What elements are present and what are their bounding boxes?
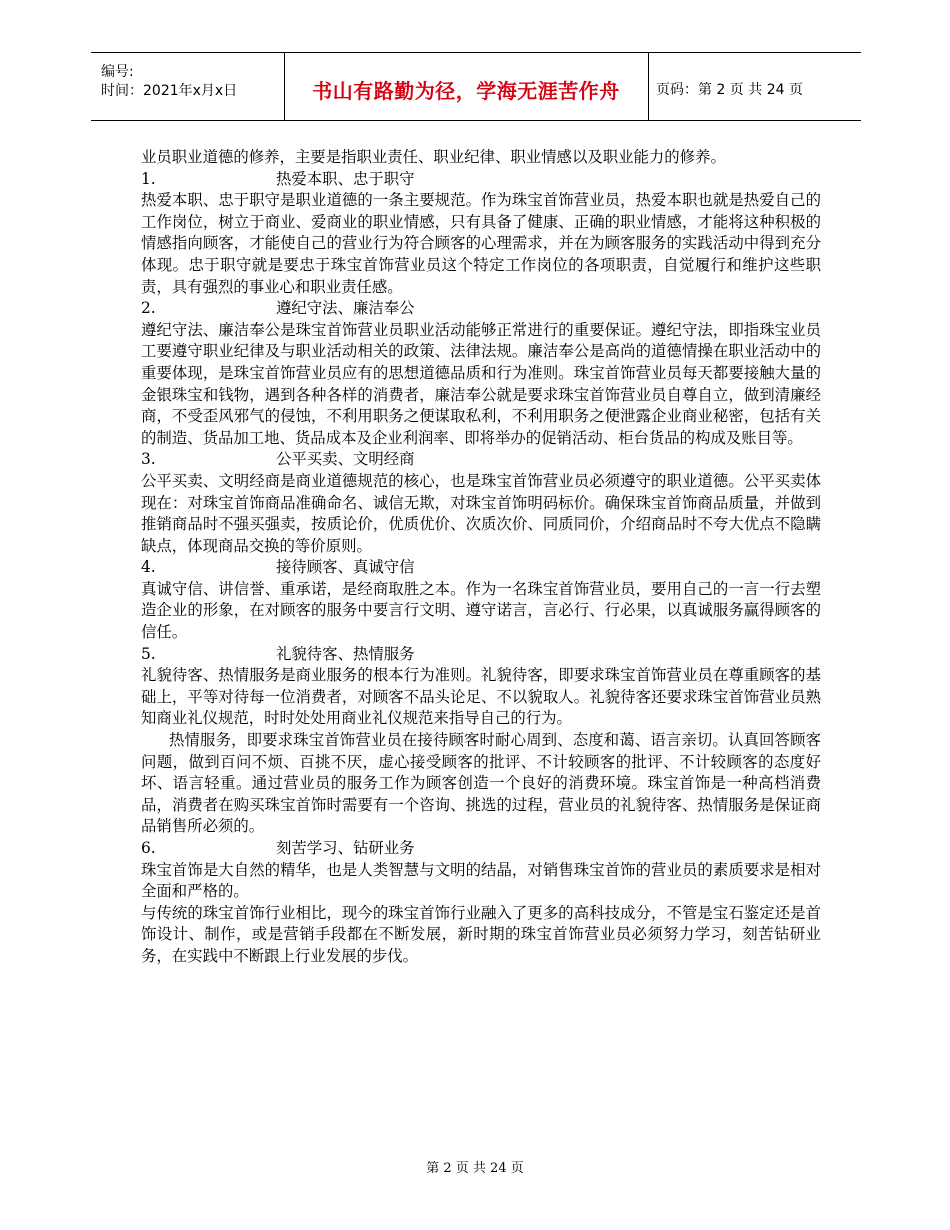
section-heading-5 [141, 644, 821, 666]
section-number: 2. [141, 299, 156, 318]
section-heading-2 [141, 298, 821, 320]
section-number: 6. [141, 839, 156, 857]
document-number-label: 编号: [101, 64, 134, 80]
section-6-paragraph-2: 与传统的珠宝首饰行业相比，现今的珠宝首饰行业融入了更多的高科技成分，不管是宝石鉴定还是首饰设计、制作，或是营销手段都在不断发展，新时期的珠宝首饰营业员必须努力学习，刻苦钻研业务，在实践中不断跟上行业发展的步伐。 [141, 903, 821, 965]
section-number: 3. [141, 450, 156, 469]
header-page-cell [648, 53, 861, 120]
section-heading-6 [141, 838, 821, 860]
header-page-info: 页码：第 2 页 共 24 页 [656, 82, 803, 98]
section-heading-3 [141, 449, 821, 471]
section-title: 热爱本职、忠于职守 [276, 169, 415, 188]
section-4-paragraph: 真诚守信、讲信誉、重承诺，是经商取胜之本。作为一名珠宝首饰营业员，要用自己的一言一行去塑造企业的形象，在对顾客的服务中要言行文明、遵守诺言，言必行、行必果，以真诚服务赢得顾客的信任。 [141, 579, 821, 642]
section-title: 礼貌待客、热情服务 [276, 644, 415, 663]
intro-paragraph: 业员职业道德的修养，主要是指职业责任、职业纪律、职业情感以及职业能力的修养。 [141, 148, 726, 166]
section-heading-4 [141, 557, 821, 579]
section-5-paragraph-2: 热情服务，即要求珠宝首饰营业员在接待顾客时耐心周到、态度和蔼、语言亲切。认真回答顾客问题，做到百问不烦、百挑不厌，虚心接受顾客的批评、不计较顾客的批评、不计较顾客的态度好坏、语言轻重。通过营业员的服务工作为顾客创造一个良好的消费环境。珠宝首饰是一种高档消费品，消费者在购买珠宝首饰时需要有一个咨询、挑选的过程，营业员的礼貌待客、热情服务是保证商品销售所必须的。 [141, 731, 821, 836]
section-3-paragraph: 公平买卖、文明经商是商业道德规范的核心，也是珠宝首饰营业员必须遵守的职业道德。公平买卖体现在：对珠宝首饰商品准确命名、诚信无欺，对珠宝首饰明码标价。确保珠宝首饰商品质量，并做到推销商品时不强买强卖，按质论价，优质优价、次质次价、同质同价，介绍商品时不夸大优点不隐瞒缺点，体现商品交换的等价原则。 [141, 471, 821, 555]
page-footer: 第 2 页 共 24 页 [426, 1161, 524, 1176]
section-heading-1 [141, 169, 821, 191]
header-motto: 书山有路勤为径，学海无涯苦作舟 [312, 79, 620, 103]
header-meta-cell [91, 53, 285, 120]
section-number: 5. [141, 644, 156, 663]
section-2-paragraph: 遵纪守法、廉洁奉公是珠宝首饰营业员职业活动能够正常进行的重要保证。遵纪守法，即指珠宝业员工要遵守职业纪律及与职业活动相关的政策、法律法规。廉洁奉公是高尚的道德情操在职业活动中的重要体现，是珠宝首饰营业员应有的思想道德品质和行为准则。珠宝首饰营业员每天都要接触大量的金银珠宝和钱物，遇到各种各样的消费者，廉洁奉公就是要求珠宝首饰营业员自尊自立，做到清廉经商，不受歪风邪气的侵蚀，不利用职务之便谋取私利，不利用职务之便泄露企业商业秘密，包括有关的制造、货品加工地、货品成本及企业利润率、即将举办的促销活动、柜台货品的构成及账目等。 [141, 320, 821, 447]
page-header [91, 52, 861, 121]
section-title: 公平买卖、文明经商 [276, 450, 415, 469]
section-title: 遵纪守法、廉洁奉公 [276, 299, 415, 318]
section-1-paragraph: 热爱本职、忠于职守是职业道德的一条主要规范。作为珠宝首饰营业员，热爱本职也就是热爱自己的工作岗位，树立于商业、爱商业的职业情感，只有具备了健康、正确的职业情感，才能将这种积极的情感指向顾客，才能使自己的营业行为符合顾客的心理需求，并在为顾客服务的实践活动中得到充分体现。忠于职守就是要忠于珠宝首饰营业员这个特定工作岗位的各项职责，自觉履行和维护这些职责，具有强烈的事业心和职业责任感。 [141, 191, 821, 296]
document-time-label: 时间：2021年x月x日 [101, 83, 238, 99]
section-5-paragraph: 礼貌待客、热情服务是商业服务的根本行为准则。礼貌待客，即要求珠宝首饰营业员在尊重顾客的基础上，平等对待每一位消费者，对顾客不品头论足、不以貌取人。礼貌待客还要求珠宝首饰营业员熟知商业礼仪规范，时时处处用商业礼仪规范来指导自己的行为。 [141, 666, 821, 728]
header-motto-cell [284, 53, 649, 120]
document-body [141, 147, 821, 968]
section-6-paragraph: 珠宝首饰是大自然的精华，也是人类智慧与文明的结晶，对销售珠宝首饰的营业员的素质要求是相对全面和严格的。 [141, 860, 821, 901]
section-title: 接待顾客、真诚守信 [276, 558, 415, 577]
section-title: 刻苦学习、钻研业务 [276, 839, 415, 857]
section-number: 4. [141, 558, 156, 577]
section-number: 1. [141, 169, 156, 188]
